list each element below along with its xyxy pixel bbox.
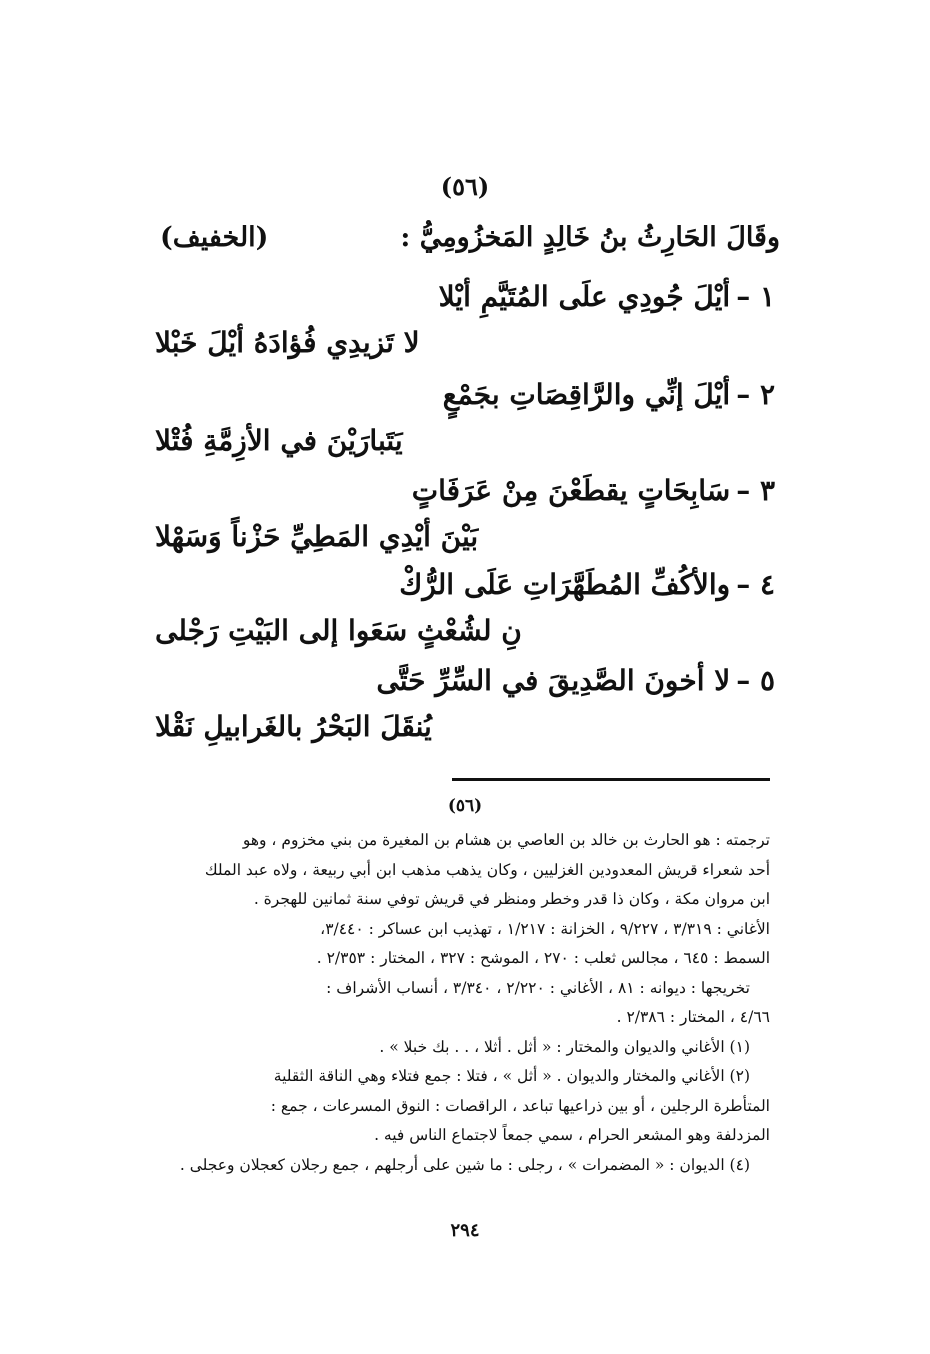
verse-second-hemistich: يَتَبارَيْنَ في الأزِمَّةِ فُتْلا <box>155 424 403 457</box>
footnote-line: المتأطرة الرجلين ، أو بين ذراعيها تباعد ، الراقصات : النوق المسرعات ، جمع : <box>270 1096 770 1115</box>
footnote-line: المزدلفة وهو المشعر الحرام ، سمي جمعاً لاجتماع الناس فيه . <box>374 1126 770 1144</box>
hemistich-text: أيْلَ إنِّي والرَّاقِصَاتِ بجَمْعٍ <box>442 378 731 411</box>
verse-number: ٥ – <box>736 664 775 697</box>
verse-number: ٢ – <box>736 378 775 411</box>
verse-first-hemistich <box>412 474 775 507</box>
footnote-line: ابن مروان مكة ، وكان ذا قدر وخطر ومنظر في قريش توفي سنة ثمانين للهجرة . <box>253 890 770 908</box>
verse-first-hemistich <box>399 568 775 601</box>
verse-number: ٤ – <box>736 568 775 601</box>
footnote-line: ٤/٦٦ ، المختار : ٢/٣٨٦ . <box>616 1008 770 1026</box>
footnote-line: (٢) الأغاني والمختار والديوان . « أثل » ، فتلا : جمع فتلاء وهي الناقة الثقلية <box>273 1067 750 1085</box>
footnote-section-number: (٥٦) <box>447 796 483 816</box>
page-number: ٢٩٤ <box>450 1220 480 1241</box>
poem-number: (٥٦) <box>440 172 490 201</box>
footnote-line: أحد شعراء قريش المعدودين الغزليين ، وكان يذهب مذهب ابن أبي ربيعة ، ولاه عبد الملك <box>204 860 770 879</box>
verse-number: ٣ – <box>736 474 775 507</box>
verse-second-hemistich: بَيْنَ أيْدِي المَطِيِّ حَزْناً وَسَهْلا <box>155 520 479 553</box>
verse-first-hemistich <box>376 664 775 697</box>
hemistich-text: سَابِحَاتٍ يقطَعْنَ مِنْ عَرَفَاتٍ <box>411 474 731 507</box>
poem-heading <box>160 222 780 262</box>
footnote-line: تخريجها : ديوانه : ٨١ ، الأغاني : ٢/٢٢٠ ، ٣/٣٤٠ ، أنساب الأشراف : <box>326 978 750 997</box>
hemistich-text: أيْلَ جُودِي علَى المُتَيَّمِ أيْلا <box>438 280 731 313</box>
verse-first-hemistich <box>443 378 775 411</box>
footnote-divider <box>452 778 770 781</box>
verse-number: ١ – <box>736 280 775 313</box>
verse-second-hemistich: يُنقَلَ البَحْرُ بالغَرابيلِ نَقْلا <box>155 710 432 743</box>
footnote-line: ترجمته : هو الحارث بن خالد بن العاصي بن هشام بن المغيرة من بني مخزوم ، وهو <box>242 831 770 849</box>
footnotes <box>150 826 770 1180</box>
footnote-line: (١) الأغاني والديوان والمختار : « أثل . أثلا ، . . بك خبلا » . <box>379 1037 750 1056</box>
verse-second-hemistich: لا تَزيدِي فُؤادَهُ أيْلَ خَبْلا <box>155 326 420 359</box>
poet-attribution: وقَالَ الحَارِثُ بنُ خَالِدٍ المَخزُومِيُّ : <box>400 222 780 253</box>
meter-label: (الخفيف) <box>160 222 269 253</box>
footnote-line: الأغاني : ٣/٣١٩ ، ٩/٢٢٧ ، الخزانة : ١/٢١٧ ، تهذيب ابن عساكر : ٣/٤٤٠، <box>320 919 770 938</box>
hemistich-text: لا أخونَ الصَّدِيقَ في السِّرِّ حَتَّى <box>376 664 731 697</box>
footnote-line: السمط : ٦٤٥ ، مجالس ثعلب : ٢٧٠ ، الموشح : ٣٢٧ ، المختار : ٢/٣٥٣ . <box>316 949 770 967</box>
verse-first-hemistich <box>439 280 775 313</box>
hemistich-text: والأكُفِّ المُطَهَّرَاتِ عَلَى الرُّكْ <box>399 568 731 601</box>
verse-second-hemistich: نِ لشُعْثٍ سَعَوا إلى البَيْتِ رَجْلى <box>155 614 522 647</box>
footnote-line: (٤) الديوان : « المضمرات » ، رجلى : ما شين على أرجلهم ، جمع رجلان كعجلان وعجلى . <box>179 1155 750 1174</box>
